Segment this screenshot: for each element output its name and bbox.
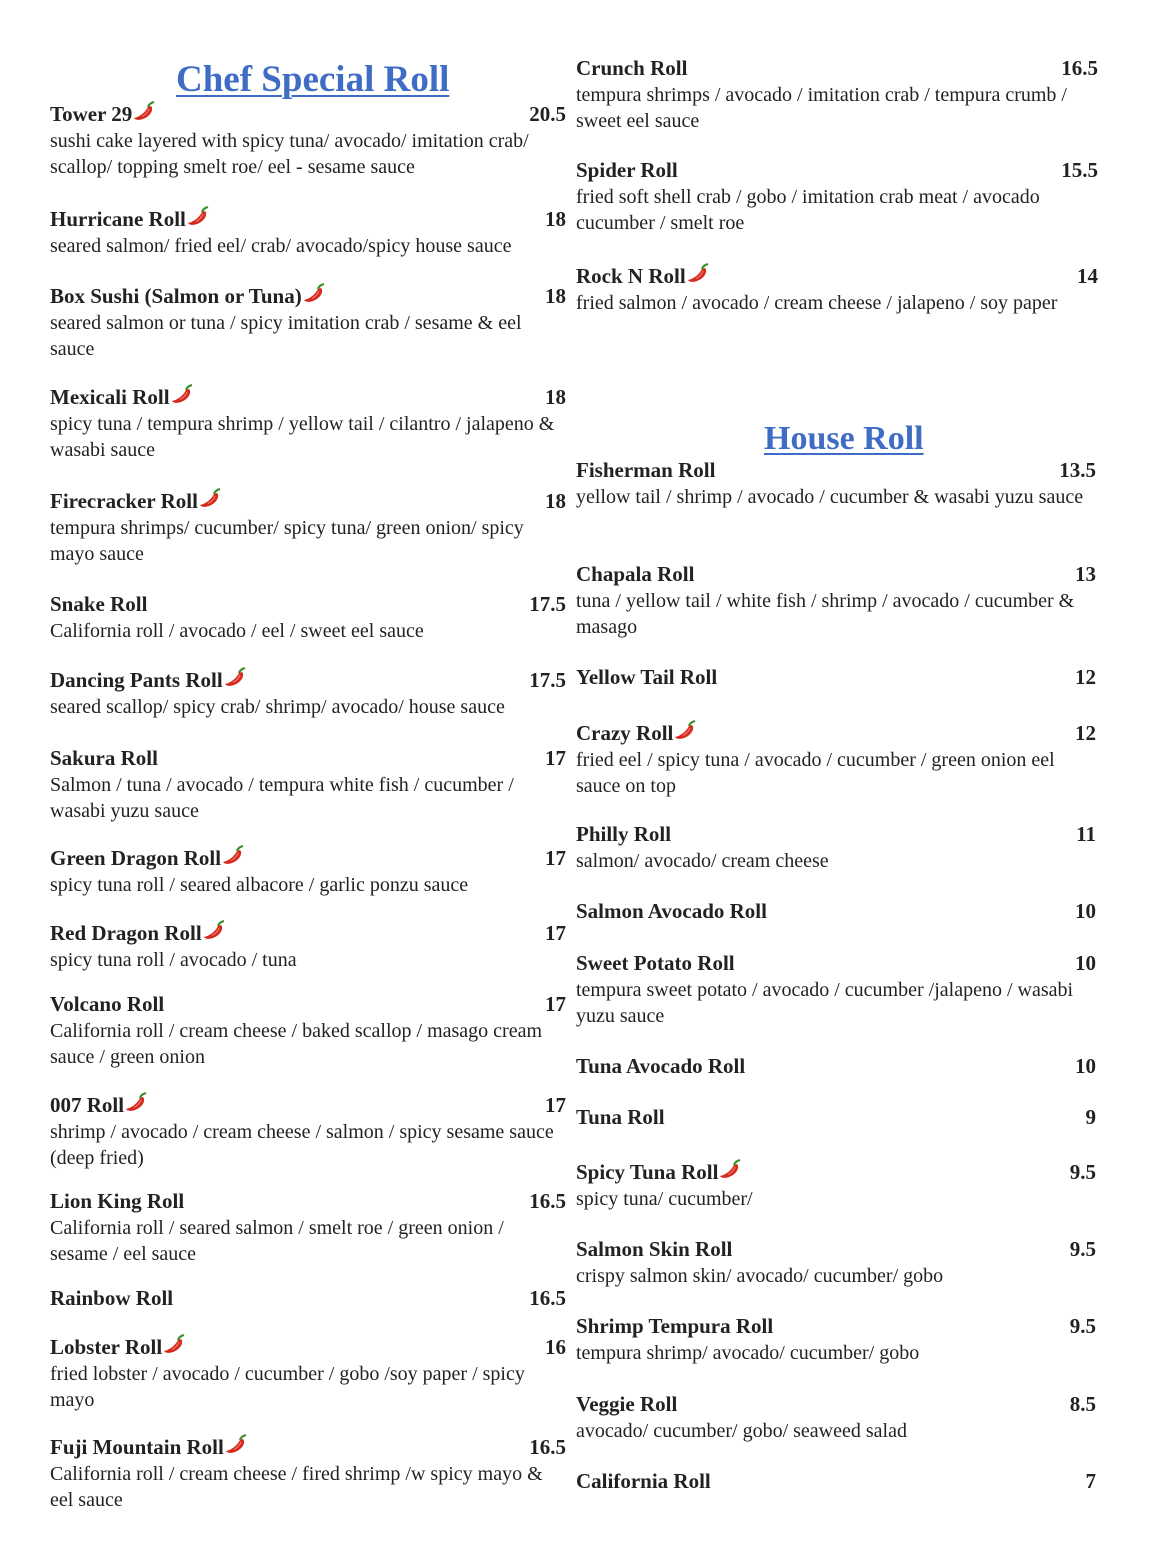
- menu-item-description: yellow tail / shrimp / avocado / cucumber & wasabi yuzu sauce: [576, 486, 1084, 508]
- menu-item-price: 10: [1075, 899, 1096, 923]
- menu-item: [576, 1054, 1096, 1079]
- menu-item-name-wrap: [576, 822, 671, 847]
- menu-item-name: Shrimp Tempura Roll: [576, 1314, 774, 1338]
- chili-pepper-icon: [163, 1333, 187, 1355]
- menu-item-description: shrimp / avocado / cream cheese / salmon / spicy sesame sauce (deep fried): [50, 1121, 554, 1169]
- menu-item-name-wrap: [576, 665, 717, 690]
- menu-item-name-wrap: [576, 458, 715, 483]
- menu-item-name-wrap: [576, 1314, 773, 1339]
- menu-item-name: Crazy Roll: [576, 721, 674, 745]
- menu-item-price: 17: [545, 992, 566, 1016]
- menu-item: [576, 1158, 1096, 1212]
- menu-item-name: Fuji Mountain Roll: [50, 1435, 224, 1459]
- menu-item: [576, 458, 1096, 510]
- menu-item-name: Salmon Skin Roll: [576, 1237, 733, 1261]
- chili-pepper-icon: [303, 282, 327, 304]
- menu-item-price: 16.5: [1061, 56, 1098, 80]
- menu-item-name: 007 Roll: [50, 1093, 125, 1117]
- menu-item-name-wrap: [50, 1333, 187, 1360]
- chili-pepper-icon: [222, 844, 246, 866]
- menu-item-price: 14: [1077, 264, 1098, 288]
- menu-item-name-wrap: [50, 919, 227, 946]
- menu-item-price: 16: [545, 1335, 566, 1359]
- menu-item-name: Philly Roll: [576, 822, 672, 846]
- menu-item-description: spicy tuna / tempura shrimp / yellow tail / cilantro / jalapeno & wasabi sauce: [50, 413, 555, 461]
- chili-pepper-icon: [187, 205, 211, 227]
- menu-item-description: fried soft shell crab / gobo / imitation crab meat / avocado cucumber / smelt roe: [576, 186, 1040, 234]
- menu-item-name-wrap: [50, 487, 223, 514]
- menu-item-name: Tuna Roll: [576, 1105, 665, 1129]
- menu-item-name-wrap: [576, 1054, 745, 1079]
- menu-item-name-wrap: [50, 1286, 173, 1311]
- menu-item-name-wrap: [50, 844, 246, 871]
- menu-item-name-wrap: [50, 282, 327, 309]
- menu-item: [50, 844, 566, 898]
- menu-item: [50, 666, 566, 720]
- menu-item-name: Mexicali Roll: [50, 385, 170, 409]
- menu-item: [50, 1433, 566, 1513]
- menu-item-name: Box Sushi (Salmon or Tuna): [50, 284, 302, 308]
- chili-pepper-icon: [687, 262, 711, 284]
- menu-item-price: 16.5: [529, 1435, 566, 1459]
- menu-item: [576, 1105, 1096, 1130]
- menu-item-name-wrap: [50, 666, 248, 693]
- menu-item: [50, 1333, 566, 1413]
- menu-item-description: spicy tuna roll / avocado / tuna: [50, 949, 297, 971]
- menu-item: [576, 1314, 1096, 1366]
- menu-item-price: 10: [1075, 951, 1096, 975]
- menu-item-name: Yellow Tail Roll: [576, 665, 718, 689]
- menu-item-price: 17.5: [529, 592, 566, 616]
- menu-item-name-wrap: [576, 262, 711, 289]
- menu-item-name-wrap: [576, 899, 767, 924]
- menu-item-description: Salmon / tuna / avocado / tempura white fish / cucumber / wasabi yuzu sauce: [50, 774, 514, 822]
- menu-item-description: spicy tuna/ cucumber/: [576, 1188, 753, 1210]
- menu-item: [576, 1237, 1096, 1289]
- menu-item-name: Lobster Roll: [50, 1335, 163, 1359]
- chili-pepper-icon: [674, 719, 698, 741]
- menu-item-price: 7: [1085, 1469, 1096, 1493]
- menu-item-description: crispy salmon skin/ avocado/ cucumber/ gobo: [576, 1265, 944, 1287]
- menu-item-price: 9.5: [1069, 1237, 1096, 1261]
- menu-item-name-wrap: [50, 1433, 249, 1460]
- menu-item-price: 17: [545, 746, 566, 770]
- menu-item-name: Rainbow Roll: [50, 1286, 174, 1310]
- menu-item: [576, 822, 1096, 874]
- menu-item-price: 17: [545, 846, 566, 870]
- menu-item: [50, 1286, 566, 1311]
- menu-item-price: 20.5: [529, 102, 566, 126]
- chili-pepper-icon: [224, 666, 248, 688]
- menu-item-name: Firecracker Roll: [50, 489, 198, 513]
- menu-item-description: salmon/ avocado/ cream cheese: [576, 850, 829, 872]
- chef-special-heading: Chef Special Roll: [176, 59, 450, 100]
- menu-item-price: 12: [1075, 721, 1096, 745]
- menu-item: [50, 919, 566, 973]
- menu-item: [576, 56, 1098, 134]
- menu-item-name-wrap: [576, 719, 698, 746]
- menu-item-name: Rock N Roll: [576, 264, 686, 288]
- menu-item: [50, 282, 566, 362]
- menu-item-description: California roll / avocado / eel / sweet eel sauce: [50, 620, 424, 642]
- menu-item-description: seared salmon or tuna / spicy imitation crab / sesame & eel sauce: [50, 312, 522, 360]
- menu-item-price: 18: [545, 207, 566, 231]
- menu-item-description: California roll / cream cheese / baked scallop / masago cream sauce / green onion: [50, 1020, 543, 1068]
- menu-item-description: avocado/ cucumber/ gobo/ seaweed salad: [576, 1420, 907, 1442]
- menu-item-price: 18: [545, 284, 566, 308]
- menu-item-name: Veggie Roll: [576, 1392, 678, 1416]
- menu-item-name: Sweet Potato Roll: [576, 951, 735, 975]
- menu-item-price: 10: [1075, 1054, 1096, 1078]
- chili-pepper-icon: [125, 1091, 149, 1113]
- chili-pepper-icon: [133, 100, 157, 122]
- chili-pepper-icon: [171, 383, 195, 405]
- menu-item: [50, 1189, 566, 1267]
- menu-item-name: Volcano Roll: [50, 992, 165, 1016]
- menu-item-name-wrap: [50, 383, 195, 410]
- menu-item-price: 13: [1075, 562, 1096, 586]
- menu-item: [50, 992, 566, 1070]
- chili-pepper-icon: [203, 919, 227, 941]
- menu-item-price: 15.5: [1061, 158, 1098, 182]
- menu-item-name-wrap: [576, 158, 678, 183]
- menu-item: [576, 665, 1096, 690]
- menu-item: [576, 158, 1098, 236]
- menu-item-price: 9.5: [1069, 1160, 1096, 1184]
- menu-item-description: fried lobster / avocado / cucumber / gobo /soy paper / spicy mayo: [50, 1363, 525, 1411]
- menu-item-price: 18: [545, 385, 566, 409]
- menu-item-description: California roll / seared salmon / smelt roe / green onion / sesame / eel sauce: [50, 1217, 504, 1265]
- menu-item-name-wrap: [576, 56, 687, 81]
- menu-item-name-wrap: [576, 1469, 711, 1494]
- menu-item-name: Fisherman Roll: [576, 458, 716, 482]
- menu-item-description: tempura sweet potato / avocado / cucumber /jalapeno / wasabi yuzu sauce: [576, 979, 1074, 1027]
- menu-item: [576, 951, 1096, 1029]
- menu-item: [576, 562, 1096, 640]
- menu-item: [50, 383, 566, 463]
- menu-item-price: 13.5: [1059, 458, 1096, 482]
- menu-item-name: Dancing Pants Roll: [50, 668, 223, 692]
- menu-item-description: fried salmon / avocado / cream cheese / jalapeno / soy paper: [576, 292, 1058, 314]
- menu-item-name-wrap: [50, 592, 147, 617]
- menu-item-description: tempura shrimps/ cucumber/ spicy tuna/ green onion/ spicy mayo sauce: [50, 517, 524, 565]
- menu-item-name-wrap: [576, 1392, 677, 1417]
- menu-item-description: tempura shrimps / avocado / imitation crab / tempura crumb / sweet eel sauce: [576, 84, 1067, 132]
- menu-item-name-wrap: [576, 951, 735, 976]
- menu-item-price: 12: [1075, 665, 1096, 689]
- menu-item-name-wrap: [576, 1105, 665, 1130]
- menu-item-name: Spider Roll: [576, 158, 678, 182]
- menu-item-name: Spicy Tuna Roll: [576, 1160, 719, 1184]
- menu-item-price: 17: [545, 921, 566, 945]
- menu-item-price: 18: [545, 489, 566, 513]
- chili-pepper-icon: [225, 1433, 249, 1455]
- menu-item: [576, 1469, 1096, 1494]
- menu-item: [576, 899, 1096, 924]
- menu-item-price: 9.5: [1069, 1314, 1096, 1338]
- menu-item: [576, 719, 1096, 799]
- menu-item: [50, 746, 566, 824]
- chili-pepper-icon: [719, 1158, 743, 1180]
- menu-item-name: Hurricane Roll: [50, 207, 186, 231]
- menu-item-description: fried eel / spicy tuna / avocado / cucumber / green onion eel sauce on top: [576, 749, 1055, 797]
- menu-item-name: Red Dragon Roll: [50, 921, 202, 945]
- menu-item-price: 17.5: [529, 668, 566, 692]
- menu-item-name: Tower 29: [50, 102, 133, 126]
- menu-item-name: Green Dragon Roll: [50, 846, 222, 870]
- chili-pepper-icon: [199, 487, 223, 509]
- menu-item-price: 11: [1076, 822, 1096, 846]
- menu-item: [576, 1392, 1096, 1444]
- menu-item: [576, 262, 1098, 316]
- menu-item-name: Sakura Roll: [50, 746, 158, 770]
- menu-item-price: 9: [1085, 1105, 1096, 1129]
- menu-item-name-wrap: [50, 100, 157, 127]
- menu-item-description: seared scallop/ spicy crab/ shrimp/ avocado/ house sauce: [50, 696, 505, 718]
- menu-item: [50, 1091, 566, 1171]
- menu-item: [50, 487, 566, 567]
- menu-item-name-wrap: [50, 1091, 149, 1118]
- menu-item-name: Lion King Roll: [50, 1189, 185, 1213]
- menu-item-description: California roll / cream cheese / fired shrimp /w spicy mayo & eel sauce: [50, 1463, 543, 1511]
- menu-item-description: seared salmon/ fried eel/ crab/ avocado/spicy house sauce: [50, 235, 512, 257]
- menu-item: [50, 592, 566, 644]
- menu-item: [50, 205, 566, 259]
- menu-item-description: sushi cake layered with spicy tuna/ avocado/ imitation crab/ scallop/ topping smelt roe/ eel - sesame sauce: [50, 130, 529, 178]
- menu-item-name-wrap: [576, 1158, 743, 1185]
- menu-item-name-wrap: [576, 562, 694, 587]
- menu-item-description: tuna / yellow tail / white fish / shrimp / avocado / cucumber & masago: [576, 590, 1075, 638]
- menu-item-name: Salmon Avocado Roll: [576, 899, 767, 923]
- menu-item-name-wrap: [50, 1189, 184, 1214]
- house-roll-heading: House Roll: [764, 420, 924, 457]
- menu-item-name: Snake Roll: [50, 592, 148, 616]
- menu-item-name-wrap: [50, 746, 158, 771]
- menu-item-name: Tuna Avocado Roll: [576, 1054, 746, 1078]
- menu-item-name-wrap: [576, 1237, 732, 1262]
- menu-item-price: 8.5: [1069, 1392, 1096, 1416]
- menu-item-name-wrap: [50, 205, 211, 232]
- menu-item-price: 16.5: [529, 1286, 566, 1310]
- menu-item-name: Crunch Roll: [576, 56, 688, 80]
- menu-item-price: 16.5: [529, 1189, 566, 1213]
- menu-item-description: tempura shrimp/ avocado/ cucumber/ gobo: [576, 1342, 920, 1364]
- menu-item-description: spicy tuna roll / seared albacore / garlic ponzu sauce: [50, 874, 469, 896]
- menu-item: [50, 100, 566, 180]
- menu-item-price: 17: [545, 1093, 566, 1117]
- menu-item-name: California Roll: [576, 1469, 711, 1493]
- menu-item-name-wrap: [50, 992, 164, 1017]
- menu-item-name: Chapala Roll: [576, 562, 695, 586]
